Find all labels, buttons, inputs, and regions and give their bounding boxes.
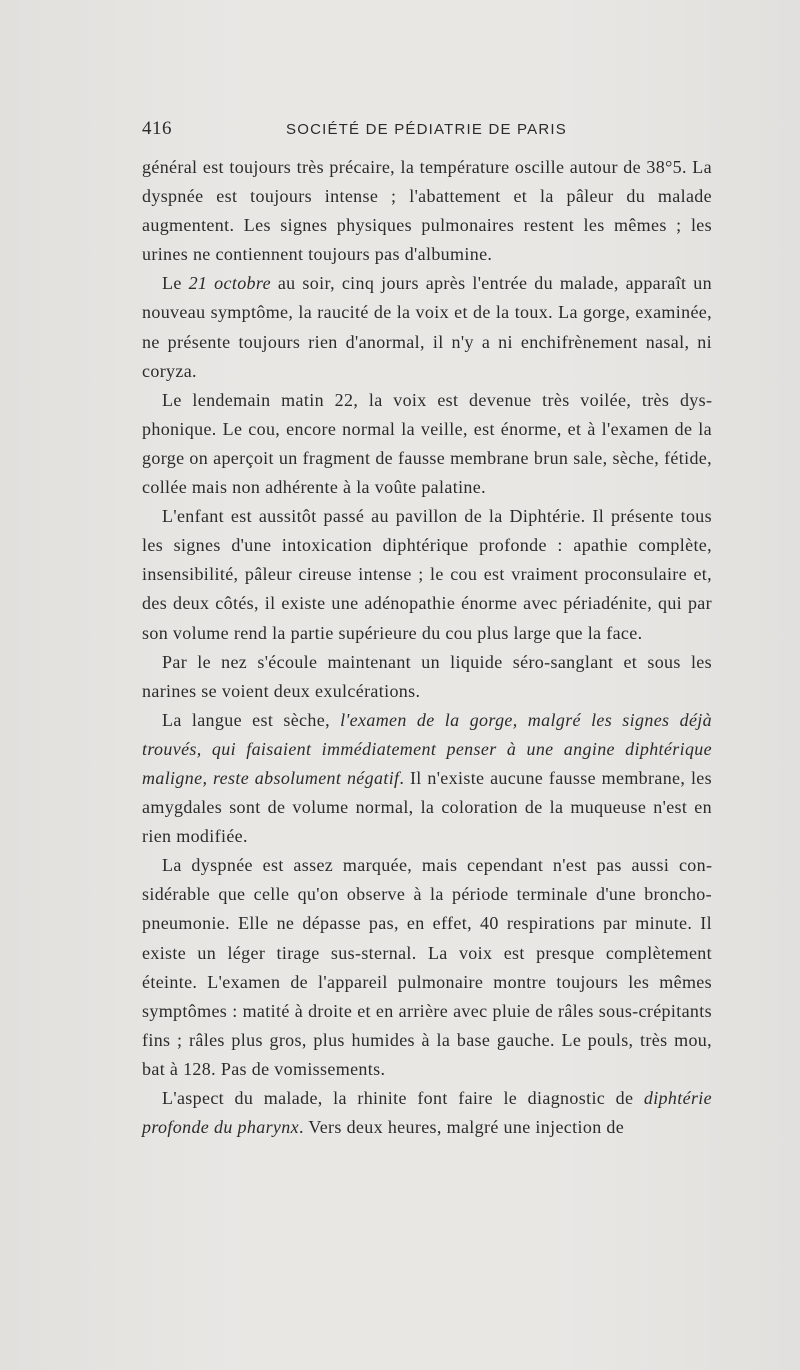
paragraph-6 <box>142 706 712 851</box>
paragraph-text: La dyspnée est assez marquée, mais cependant n'est pas aussi considérable que celle qu'on observe à la période terminale d'une broncho-pneumonie. Elle ne dépasse pas, en effet, 40 respirations par minute. Il existe un léger tirage sus-sternal. La voix est presque complètement éteinte. L'examen de l'appareil pulmonaire montre toujours les mêmes symptômes : matité à droite et en arrière avec pluie de râles sous-crépitants fins ; râles plus gros, plus humides à la base gauche. Le pouls, très mou, bat à 128. Pas de vomissements. <box>142 855 712 1079</box>
paragraph-text: Par le nez s'écoule maintenant un liquide séro-sanglant et sous les narines se voient deux exulcérations. <box>142 651 712 701</box>
paragraph-text: au soir, cinq jours après l'entrée du malade, apparaît un nouveau symptôme, la raucité de la voix et de la toux. La gorge, examinée, ne présente toujours rien d'anormal, il n'y a ni enchifrènement nasal, ni coryza. <box>142 273 712 381</box>
running-head: SOCIÉTÉ DE PÉDIATRIE DE PARIS <box>286 121 567 138</box>
paragraph-text: Le lendemain matin 22, la voix est devenue très voilée, très dysphonique. Le cou, encore normal la veille, est énorme, et à l'examen de la gorge on aperçoit un fragment de fausse membrane brun sale, sèche, fétide, collée mais non adhérente à la voûte palatine. <box>142 389 712 498</box>
paragraph-text: . Vers deux heures, malgré une injection de <box>298 1117 625 1138</box>
paragraph-2 <box>142 269 712 385</box>
paragraph-text: La langue est sèche, <box>162 709 341 730</box>
paragraph-7 <box>142 851 712 1084</box>
paragraph-text: . Il n'existe aucune fausse membrane, les amygdales sont de volume normal, la coloration de la muqueuse n'est en rien modifiée. <box>142 767 712 847</box>
italic-date: 21 octobre <box>188 273 271 294</box>
body-text <box>142 153 712 1142</box>
paragraph-text: L'aspect du malade, la rhinite font faire le diagnostic de <box>162 1088 644 1108</box>
italic-diagnosis: diphtérie profonde du pharynx <box>142 1088 712 1138</box>
paragraph-5 <box>142 648 712 706</box>
paragraph-text: général est toujours très précaire, la température oscille autour de 38°5. La dyspnée est toujours intense ; l'abattement et la pâleur du malade augmentent. Les signes physiques pulmonaires restent les mêmes ; les urines ne contiennent toujours pas d'albumine. <box>142 157 712 265</box>
paragraph-text: L'enfant est aussitôt passé au pavillon de la Diphtérie. Il présente tous les signes d'une intoxication diphtérique profonde : apathie complète, insensibilité, pâleur cireuse intense ; le cou est vraiment proconsulaire et, des deux côtés, il existe une adénopathie énorme avec périadénite, qui par son volume rend la partie supérieure du cou plus large que la face. <box>142 506 712 643</box>
paragraph-1 <box>142 153 712 269</box>
paragraph-3 <box>142 386 712 502</box>
paragraph-text: Le <box>162 273 189 294</box>
italic-emphasis: l'examen de la gorge, malgré les signes déjà trouvés, qui faisaient immédiatement penser à une angine diphtérique maligne, reste absolument négatif <box>142 709 712 788</box>
paragraph-4 <box>142 502 712 647</box>
page-number: 416 <box>142 118 172 139</box>
paragraph-8 <box>142 1084 712 1142</box>
page-header <box>142 118 712 142</box>
